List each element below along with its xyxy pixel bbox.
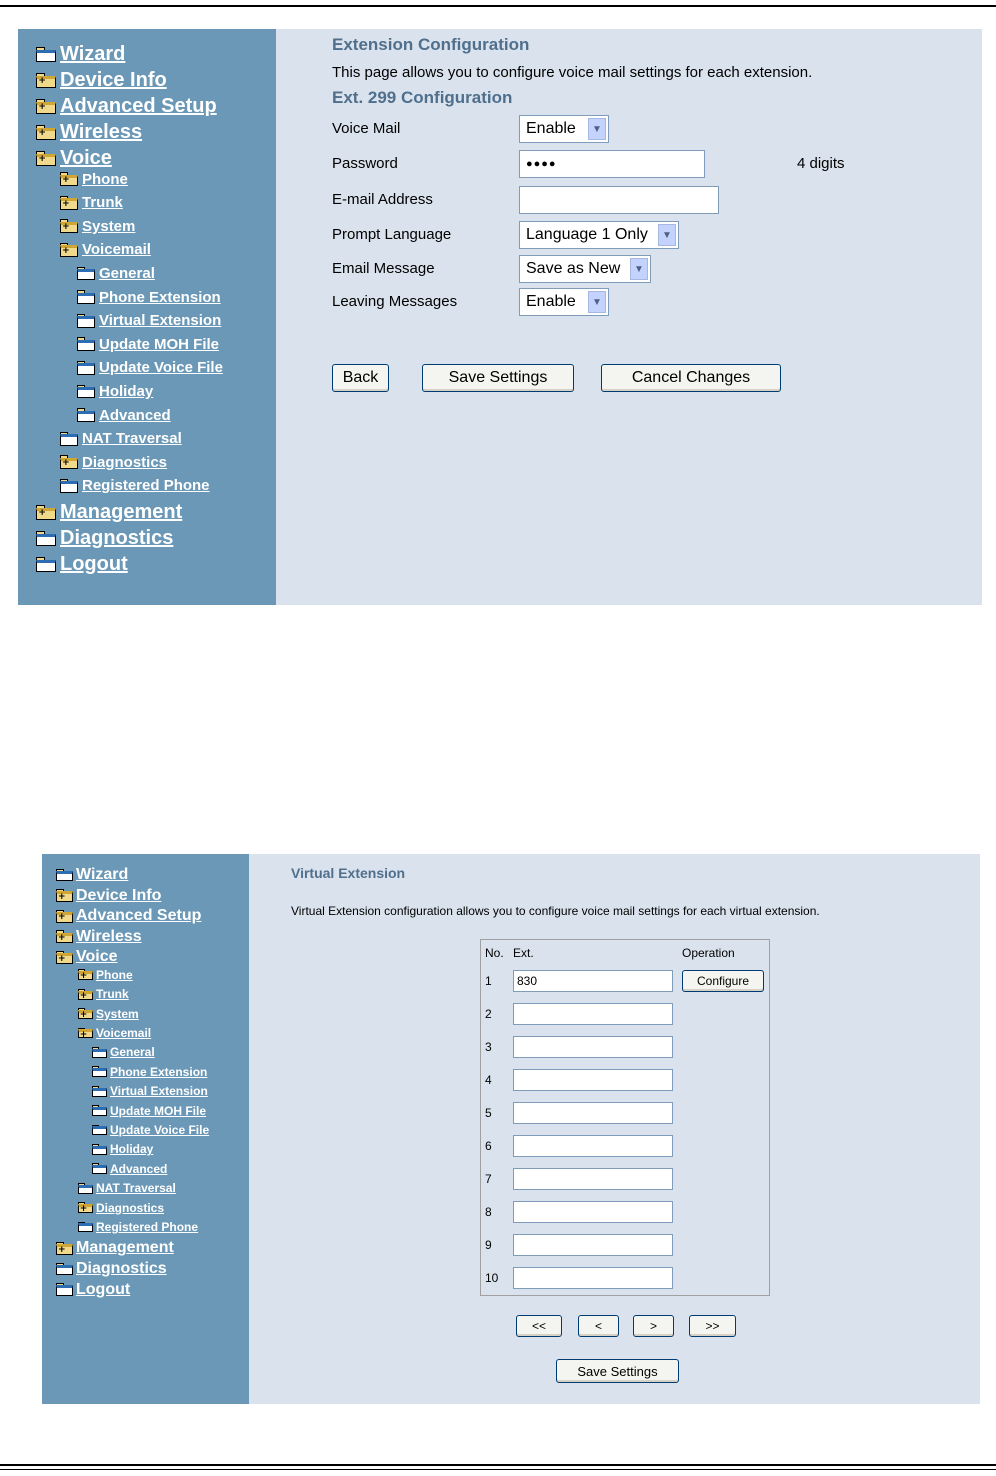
sidebar-item-label[interactable]: Holiday	[110, 1142, 154, 1157]
folder-icon	[36, 47, 56, 62]
sidebar-item-wireless[interactable]	[36, 121, 142, 144]
sidebar-item-device-info[interactable]	[56, 887, 161, 905]
sidebar-item-nat-traversal[interactable]	[60, 430, 182, 447]
folder-plus-icon: +	[56, 951, 73, 964]
leaving-messages-value: Enable	[526, 293, 576, 310]
sidebar-item-advanced[interactable]	[77, 407, 171, 424]
sidebar-item-update-voice-file[interactable]	[77, 359, 223, 376]
email-label: E-mail Address	[332, 191, 433, 208]
page-top-rule	[0, 5, 996, 7]
folder-plus-icon: +	[56, 889, 73, 902]
sidebar-item-label[interactable]: Device Info	[76, 886, 162, 904]
sidebar-item-virtual-extension[interactable]	[92, 1084, 208, 1098]
sidebar-item-wireless[interactable]	[56, 928, 142, 946]
folder-icon	[77, 290, 95, 304]
sidebar-item-voice[interactable]	[36, 147, 112, 170]
sidebar-item-logout[interactable]	[56, 1281, 130, 1299]
sidebar-item-label[interactable]: Device Info	[60, 69, 167, 91]
sidebar-item-label[interactable]: Wireless	[76, 927, 142, 945]
sidebar-item-diagnostics[interactable]	[78, 1201, 164, 1215]
sidebar-item-update-moh-file[interactable]	[92, 1104, 206, 1118]
folder-plus-icon: +	[60, 219, 78, 233]
folder-icon	[56, 1263, 73, 1276]
sidebar-item-voicemail[interactable]	[78, 1026, 151, 1040]
section-subtitle: Ext. 299 Configuration	[332, 88, 513, 107]
sidebar-item-registered-phone[interactable]	[60, 477, 210, 494]
sidebar-item-label[interactable]: NAT Traversal	[82, 430, 182, 448]
folder-plus-icon: +	[60, 172, 78, 186]
folder-icon	[78, 1222, 93, 1233]
ext-input[interactable]	[513, 1234, 673, 1256]
virtual-extension-screenshot	[42, 854, 980, 1404]
sidebar-item-label[interactable]: Trunk	[96, 987, 129, 1002]
sidebar-item-label[interactable]: Diagnostics	[60, 527, 174, 549]
sidebar-item-diagnostics[interactable]	[36, 527, 173, 550]
last-page-button[interactable]: >>	[689, 1315, 736, 1337]
sidebar-item-label[interactable]: Registered Phone	[82, 477, 210, 495]
sidebar-item-label[interactable]: Registered Phone	[96, 1220, 199, 1234]
folder-icon	[92, 1066, 107, 1077]
ext-input[interactable]	[513, 970, 673, 992]
sidebar-item-phone-extension[interactable]	[77, 289, 221, 306]
sidebar-item-label[interactable]: Voicemail	[82, 241, 151, 259]
sidebar-item-label[interactable]: Advanced Setup	[76, 907, 202, 925]
ext-input[interactable]	[513, 1102, 673, 1124]
folder-icon	[92, 1105, 107, 1116]
header-ext: Ext.	[513, 946, 534, 960]
sidebar-item-label[interactable]: Logout	[60, 553, 128, 575]
sidebar-item-general[interactable]	[77, 265, 155, 282]
folder-icon	[77, 314, 95, 328]
sidebar-item-label[interactable]: Update MOH File	[110, 1103, 207, 1118]
folder-icon	[77, 385, 95, 399]
sidebar-item-label[interactable]: Wizard	[76, 866, 129, 883]
sidebar-item-advanced[interactable]	[92, 1162, 167, 1176]
sidebar-item-label[interactable]: Phone	[96, 967, 133, 982]
folder-icon	[77, 408, 95, 422]
sidebar-item-system[interactable]	[60, 218, 135, 235]
prompt-language-value: Language 1 Only	[526, 226, 648, 243]
sidebar-item-label[interactable]: Virtual Extension	[110, 1084, 208, 1099]
folder-plus-icon: +	[78, 1028, 93, 1039]
folder-icon	[56, 869, 73, 882]
back-button[interactable]: Back	[332, 364, 389, 392]
sidebar-item-nat-traversal[interactable]	[78, 1181, 176, 1195]
voice-mail-value: Enable	[526, 120, 576, 137]
sidebar-item-label[interactable]: Advanced	[110, 1161, 168, 1176]
sidebar-item-trunk[interactable]	[78, 987, 129, 1001]
ext-value: 830	[517, 974, 538, 988]
folder-icon	[92, 1047, 107, 1058]
header-operation: Operation	[682, 946, 735, 960]
leaving-messages-select[interactable]	[519, 288, 609, 316]
sidebar-item-update-voice-file[interactable]	[92, 1123, 209, 1137]
sidebar-item-phone[interactable]	[60, 171, 128, 188]
ext-input[interactable]	[513, 1201, 673, 1223]
row-number: 6	[485, 1139, 492, 1153]
sidebar-item-label[interactable]: Voicemail	[96, 1026, 152, 1040]
sidebar-item-label[interactable]: Diagnostics	[76, 1260, 167, 1277]
prompt-language-select[interactable]	[519, 221, 679, 249]
sidebar-item-diagnostics[interactable]	[60, 454, 167, 471]
sidebar-item-label[interactable]: Advanced	[99, 406, 171, 424]
sidebar-item-label[interactable]: Voice	[76, 948, 118, 966]
sidebar-item-general[interactable]	[92, 1045, 155, 1059]
sidebar-item-phone-extension[interactable]	[92, 1065, 207, 1079]
folder-plus-icon: +	[56, 910, 73, 923]
sidebar-item-holiday[interactable]	[77, 383, 153, 400]
row-number: 3	[485, 1040, 492, 1054]
voice-mail-label: Voice Mail	[332, 120, 401, 137]
sidebar-item-label[interactable]: General	[110, 1045, 155, 1060]
header-no: No.	[485, 946, 504, 960]
folder-icon	[92, 1144, 107, 1155]
next-page-button[interactable]: >	[633, 1315, 674, 1337]
email-message-value: Save as New	[526, 260, 621, 277]
sidebar-item-registered-phone[interactable]	[78, 1220, 198, 1234]
folder-icon	[36, 531, 56, 546]
folder-icon	[92, 1086, 107, 1097]
sidebar-item-label[interactable]: Virtual Extension	[99, 312, 222, 330]
folder-plus-icon: +	[56, 1242, 73, 1255]
sidebar-nav	[42, 854, 249, 1404]
ext-input[interactable]	[513, 1135, 673, 1157]
sidebar-item-label[interactable]: General	[99, 265, 155, 282]
folder-plus-icon: +	[36, 99, 56, 114]
sidebar-item-label[interactable]: Trunk	[82, 194, 123, 212]
sidebar-item-label[interactable]: Logout	[76, 1280, 131, 1298]
sidebar-item-voicemail[interactable]	[60, 241, 151, 258]
folder-icon	[77, 337, 95, 351]
sidebar-item-label[interactable]: Voice	[60, 147, 112, 169]
page-title: Extension Configuration	[332, 35, 530, 54]
sidebar-item-label[interactable]: Holiday	[99, 383, 154, 400]
folder-plus-icon: +	[36, 125, 56, 140]
folder-plus-icon: +	[56, 930, 73, 943]
sidebar-item-management[interactable]	[36, 501, 182, 524]
folder-icon	[60, 432, 78, 446]
prev-page-button[interactable]: <	[578, 1315, 619, 1337]
sidebar-item-label[interactable]: Wizard	[60, 43, 126, 65]
sidebar-item-label[interactable]: Advanced Setup	[60, 95, 217, 117]
extension-config-screenshot	[18, 29, 982, 605]
sidebar-item-label[interactable]: Phone	[82, 170, 128, 188]
folder-icon	[77, 361, 95, 375]
email-message-select[interactable]	[519, 255, 651, 283]
ext-input[interactable]	[513, 1267, 673, 1289]
configure-button[interactable]: Configure	[682, 970, 764, 992]
row-number: 5	[485, 1106, 492, 1120]
chevron-down-icon[interactable]: ▼	[588, 118, 606, 140]
password-label: Password	[332, 155, 398, 172]
ext-input[interactable]	[513, 1069, 673, 1091]
folder-icon	[78, 1183, 93, 1194]
main-panel	[276, 29, 982, 605]
ext-input[interactable]	[513, 1003, 673, 1025]
chevron-down-icon[interactable]: ▼	[630, 258, 648, 280]
sidebar-item-label[interactable]: Phone Extension	[99, 288, 221, 306]
first-page-button[interactable]: <<	[516, 1315, 562, 1337]
sidebar-item-label[interactable]: Phone Extension	[110, 1064, 208, 1079]
folder-icon	[77, 267, 95, 281]
password-value: ●●●●	[526, 158, 557, 170]
sidebar-nav	[18, 29, 276, 605]
voice-mail-select[interactable]	[519, 115, 609, 143]
folder-plus-icon: +	[78, 1202, 93, 1213]
sidebar-item-label[interactable]: System	[82, 217, 136, 235]
sidebar-item-advanced-setup[interactable]	[56, 907, 201, 925]
chevron-down-icon[interactable]: ▼	[588, 291, 606, 313]
sidebar-item-logout[interactable]	[36, 553, 128, 576]
row-number: 2	[485, 1007, 492, 1021]
folder-plus-icon: +	[60, 243, 78, 257]
sidebar-item-label[interactable]: Management	[76, 1239, 174, 1257]
sidebar-item-system[interactable]	[78, 1007, 139, 1021]
row-number: 9	[485, 1238, 492, 1252]
page-bottom-rule	[0, 1464, 996, 1470]
folder-icon	[92, 1125, 107, 1136]
email-message-label: Email Message	[332, 260, 435, 277]
chevron-down-icon[interactable]: ▼	[658, 224, 676, 246]
cancel-changes-button[interactable]: Cancel Changes	[601, 364, 781, 392]
folder-plus-icon: +	[36, 73, 56, 88]
sidebar-item-management[interactable]	[56, 1239, 174, 1257]
sidebar-item-phone[interactable]	[78, 968, 133, 982]
sidebar-item-advanced-setup[interactable]	[36, 95, 217, 118]
row-number: 8	[485, 1205, 492, 1219]
leaving-messages-label: Leaving Messages	[332, 293, 458, 310]
email-input[interactable]	[519, 186, 719, 214]
prompt-language-label: Prompt Language	[332, 226, 452, 243]
sidebar-item-holiday[interactable]	[92, 1142, 153, 1156]
main-panel	[249, 854, 980, 1404]
sidebar-item-device-info[interactable]	[36, 69, 167, 92]
sidebar-item-trunk[interactable]	[60, 194, 123, 211]
folder-plus-icon: +	[78, 1008, 93, 1019]
sidebar-item-label[interactable]: NAT Traversal	[96, 1181, 176, 1196]
folder-plus-icon: +	[78, 989, 93, 1000]
password-hint: 4 digits	[797, 155, 845, 172]
sidebar-item-diagnostics[interactable]	[56, 1260, 167, 1278]
ext-input[interactable]	[513, 1036, 673, 1058]
sidebar-item-wizard[interactable]	[36, 43, 125, 66]
sidebar-item-label[interactable]: Diagnostics	[82, 453, 168, 471]
row-number: 10	[485, 1271, 499, 1285]
folder-icon	[36, 557, 56, 572]
row-number: 4	[485, 1073, 492, 1087]
page-description: Virtual Extension configuration allows you to configure voice mail settings for each virtual extension.	[291, 904, 820, 918]
sidebar-item-voice[interactable]	[56, 948, 118, 966]
folder-icon	[60, 479, 78, 493]
sidebar-item-label[interactable]: Update Voice File	[110, 1123, 210, 1137]
page-title: Virtual Extension	[291, 865, 406, 881]
sidebar-item-label[interactable]: Diagnostics	[96, 1200, 165, 1215]
row-number: 1	[485, 974, 492, 988]
sidebar-item-update-moh-file[interactable]	[77, 336, 219, 353]
ext-input[interactable]	[513, 1168, 673, 1190]
password-input[interactable]	[519, 150, 705, 178]
folder-plus-icon: +	[36, 151, 56, 166]
folder-plus-icon: +	[60, 455, 78, 469]
save-settings-button[interactable]: Save Settings	[422, 364, 574, 392]
sidebar-item-label[interactable]: Management	[60, 501, 183, 523]
folder-plus-icon: +	[78, 969, 93, 980]
row-number: 7	[485, 1172, 492, 1186]
sidebar-item-virtual-extension[interactable]	[77, 312, 221, 329]
sidebar-item-wizard[interactable]	[56, 866, 128, 884]
folder-plus-icon: +	[36, 505, 56, 520]
sidebar-item-label[interactable]: Wireless	[60, 121, 143, 143]
virtual-extension-table	[480, 939, 770, 1296]
folder-icon	[92, 1163, 107, 1174]
folder-plus-icon: +	[60, 196, 78, 210]
sidebar-item-label[interactable]: Update MOH File	[99, 335, 220, 353]
page-description: This page allows you to configure voice mail settings for each extension.	[332, 64, 813, 81]
sidebar-item-label[interactable]: System	[96, 1006, 139, 1021]
save-settings-button[interactable]: Save Settings	[556, 1359, 679, 1383]
folder-icon	[56, 1283, 73, 1296]
sidebar-item-label[interactable]: Update Voice File	[99, 359, 223, 377]
